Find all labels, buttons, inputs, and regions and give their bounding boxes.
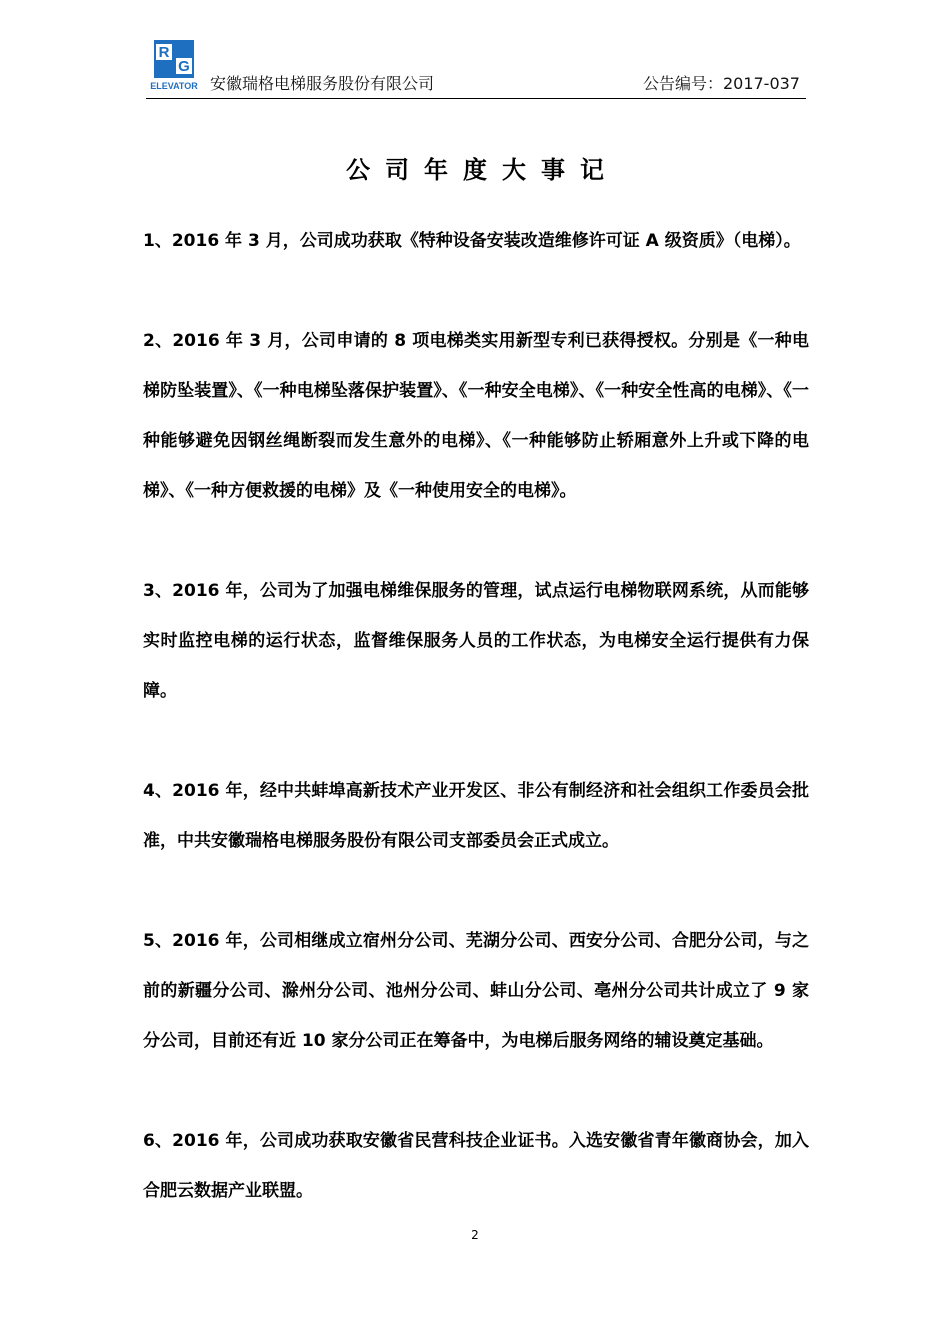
- event-list: [143, 216, 809, 1266]
- company-name: 安徽瑞格电梯服务股份有限公司: [210, 74, 435, 93]
- svg-text:R: R: [158, 44, 170, 61]
- rg-elevator-logo: [150, 40, 198, 92]
- svg-text:G: G: [178, 58, 190, 75]
- event-item-4: 4、2016 年，经中共蚌埠高新技术产业开发区、非公有制经济和社会组织工作委员会批准，中共安徽瑞格电梯服务股份有限公司支部委员会正式成立。: [143, 781, 809, 851]
- event-item-6: 6、2016 年，公司成功获取安徽省民营科技企业证书。入选安徽省青年徽商协会，加入合肥云数据产业联盟。: [143, 1131, 809, 1201]
- event-item-5: 5、2016 年，公司相继成立宿州分公司、芜湖分公司、西安分公司、合肥分公司，与之前的新疆分公司、滁州分公司、池州分公司、蚌山分公司、亳州分公司共计成立了 9 家分公司，目前还有近 10 家分公司正在筹备中，为电梯后服务网络的辅设奠定基础。: [143, 931, 809, 1051]
- notice-number: 公告编号：2017-037: [642, 74, 800, 93]
- event-item-3: 3、2016 年，公司为了加强电梯维保服务的管理，试点运行电梯物联网系统，从而能够实时监控电梯的运行状态，监督维保服务人员的工作状态，为电梯安全运行提供有力保障。: [143, 581, 809, 701]
- page-number: 2: [471, 1228, 479, 1242]
- event-item-2: 2、2016 年 3 月，公司申请的 8 项电梯类实用新型专利已获得授权。分别是《一种电梯防坠装置》、《一种电梯坠落保护装置》、《一种安全电梯》、《一种安全性高的电梯》、《一种能够避免因钢丝绳断裂而发生意外的电梯》、《一种能够防止轿厢意外上升或下降的电梯》、《一种方便救援的电梯》及《一种使用安全的电梯》。: [143, 331, 809, 501]
- event-item-1: 1、2016 年 3 月，公司成功获取《特种设备安装改造维修许可证 A 级资质》（电梯）。: [143, 231, 801, 251]
- page-header: [146, 40, 806, 99]
- page-title: 公司年度大事记: [346, 156, 619, 184]
- svg-text:ELEVATOR: ELEVATOR: [150, 81, 198, 91]
